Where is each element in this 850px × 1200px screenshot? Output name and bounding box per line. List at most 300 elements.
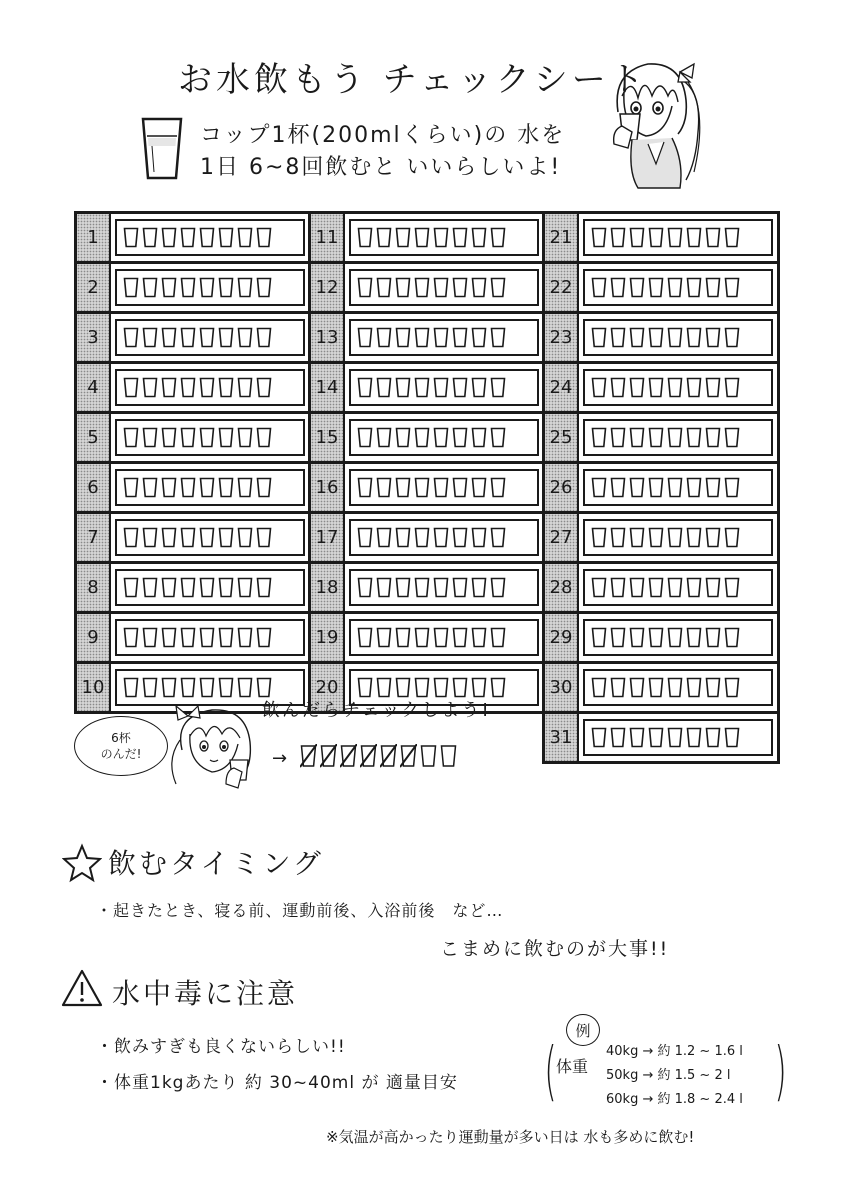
cup-checkbox[interactable] [591, 227, 607, 248]
day-number: 14 [311, 364, 345, 411]
cup-checkbox[interactable] [471, 377, 487, 398]
cup-checkbox[interactable] [123, 477, 139, 498]
cup-checkbox[interactable] [705, 277, 721, 298]
cup-checkbox[interactable] [376, 477, 392, 498]
cup-checkbox[interactable] [433, 427, 449, 448]
cup-checkbox[interactable] [629, 427, 645, 448]
cup-checkbox[interactable] [395, 227, 411, 248]
cup-checkbox[interactable] [705, 677, 721, 698]
day-row [77, 511, 309, 561]
cup-checkbox[interactable] [376, 227, 392, 248]
cup-checkbox[interactable] [724, 327, 740, 348]
cup-checkbox[interactable] [357, 327, 373, 348]
cup-row [115, 519, 305, 556]
cup-checkbox[interactable] [724, 727, 740, 748]
day-number: 4 [77, 364, 111, 411]
cup-checkbox[interactable] [142, 327, 158, 348]
cup-checkbox[interactable] [142, 477, 158, 498]
cup-checkbox[interactable] [667, 627, 683, 648]
cup-checkbox[interactable] [610, 627, 626, 648]
cup-checkbox[interactable] [376, 377, 392, 398]
cup-checkbox[interactable] [357, 427, 373, 448]
cup-checkbox[interactable] [610, 577, 626, 598]
cup-checkbox[interactable] [256, 627, 272, 648]
cup-checkbox[interactable] [237, 577, 253, 598]
day-number: 20 [311, 664, 345, 711]
cup-checkbox[interactable] [629, 677, 645, 698]
cup-checkbox[interactable] [490, 677, 506, 698]
cup-checkbox[interactable] [161, 427, 177, 448]
cup-checkbox[interactable] [142, 577, 158, 598]
cup-checkbox[interactable] [591, 577, 607, 598]
day-row [545, 711, 777, 761]
cup-checkbox[interactable] [414, 627, 430, 648]
day-number: 12 [311, 264, 345, 311]
cup-checkbox[interactable] [395, 627, 411, 648]
cup-checkbox[interactable] [724, 377, 740, 398]
cup-checkbox[interactable] [667, 477, 683, 498]
cup-checkbox[interactable] [452, 477, 468, 498]
cup-checkbox[interactable] [610, 527, 626, 548]
day-row [545, 661, 777, 711]
cup-checkbox[interactable] [395, 277, 411, 298]
day-number: 30 [545, 664, 579, 711]
checked-cup-icon [320, 744, 337, 768]
cup-checkbox[interactable] [452, 577, 468, 598]
example-row: 60kg → 約 1.8 ~ 2.4 l [606, 1092, 743, 1107]
cup-checkbox[interactable] [686, 627, 702, 648]
cup-checkbox[interactable] [199, 577, 215, 598]
cup-checkbox[interactable] [629, 327, 645, 348]
cup-checkbox[interactable] [648, 377, 664, 398]
cup-checkbox[interactable] [591, 677, 607, 698]
cup-checkbox[interactable] [256, 277, 272, 298]
footnote: ※気温が高かったり運動量が多い日は 水も多めに飲む! [326, 1128, 695, 1146]
cup-checkbox[interactable] [123, 327, 139, 348]
cup-checkbox[interactable] [490, 277, 506, 298]
cup-checkbox[interactable] [123, 227, 139, 248]
cup-checkbox[interactable] [357, 377, 373, 398]
cup-checkbox[interactable] [610, 277, 626, 298]
cup-checkbox[interactable] [452, 677, 468, 698]
cup-checkbox[interactable] [256, 527, 272, 548]
cup-checkbox[interactable] [376, 677, 392, 698]
cup-checkbox[interactable] [686, 577, 702, 598]
cup-checkbox[interactable] [357, 277, 373, 298]
cup-row [349, 219, 539, 256]
cup-checkbox[interactable] [724, 277, 740, 298]
cup-checkbox[interactable] [667, 327, 683, 348]
cup-checkbox[interactable] [667, 277, 683, 298]
day-row [311, 611, 543, 661]
cup-checkbox[interactable] [256, 427, 272, 448]
page-title: お水飲もう チェックシート [178, 60, 648, 100]
day-number: 18 [311, 564, 345, 611]
timing-title: 飲むタイミング [108, 847, 324, 880]
cup-checkbox[interactable] [648, 677, 664, 698]
cup-checkbox[interactable] [218, 427, 234, 448]
cup-checkbox[interactable] [629, 727, 645, 748]
cup-checkbox[interactable] [667, 677, 683, 698]
cup-checkbox[interactable] [452, 627, 468, 648]
cup-checkbox[interactable] [376, 627, 392, 648]
cup-checkbox[interactable] [357, 627, 373, 648]
cup-checkbox[interactable] [452, 227, 468, 248]
cup-checkbox[interactable] [395, 327, 411, 348]
cup-checkbox[interactable] [648, 527, 664, 548]
warning-bullet-2: ・体重1kgあたり 約 30~40ml が 適量目安 [96, 1073, 458, 1093]
cup-checkbox[interactable] [142, 677, 158, 698]
checked-cup-icon [400, 744, 417, 768]
cup-checkbox[interactable] [724, 527, 740, 548]
cup-row [349, 619, 539, 656]
cup-checkbox[interactable] [610, 477, 626, 498]
cup-checkbox[interactable] [686, 727, 702, 748]
cup-checkbox[interactable] [218, 477, 234, 498]
cup-checkbox[interactable] [161, 377, 177, 398]
cup-checkbox[interactable] [705, 527, 721, 548]
cup-checkbox[interactable] [256, 377, 272, 398]
cup-checkbox[interactable] [161, 627, 177, 648]
cup-checkbox[interactable] [629, 627, 645, 648]
cup-checkbox[interactable] [180, 577, 196, 598]
cup-checkbox[interactable] [452, 427, 468, 448]
cup-checkbox[interactable] [123, 677, 139, 698]
cup-checkbox[interactable] [218, 577, 234, 598]
cup-checkbox[interactable] [218, 377, 234, 398]
cup-checkbox[interactable] [724, 627, 740, 648]
cup-checkbox[interactable] [142, 277, 158, 298]
cup-checkbox[interactable] [395, 427, 411, 448]
cup-checkbox[interactable] [357, 577, 373, 598]
cup-checkbox[interactable] [471, 227, 487, 248]
cup-checkbox[interactable] [629, 377, 645, 398]
cup-checkbox[interactable] [724, 227, 740, 248]
cup-checkbox[interactable] [667, 727, 683, 748]
cup-checkbox[interactable] [686, 277, 702, 298]
cup-checkbox[interactable] [452, 277, 468, 298]
girl-drinking-illustration [598, 52, 708, 192]
cup-checkbox[interactable] [142, 377, 158, 398]
cup-checkbox[interactable] [591, 527, 607, 548]
cup-checkbox[interactable] [199, 227, 215, 248]
day-row [311, 214, 543, 261]
cup-checkbox[interactable] [237, 427, 253, 448]
cup-row [349, 469, 539, 506]
cup-checkbox[interactable] [123, 527, 139, 548]
cup-checkbox[interactable] [142, 227, 158, 248]
cup-checkbox[interactable] [161, 477, 177, 498]
cup-checkbox[interactable] [414, 527, 430, 548]
cup-checkbox[interactable] [218, 627, 234, 648]
cup-checkbox[interactable] [667, 577, 683, 598]
cup-checkbox[interactable] [161, 227, 177, 248]
cup-checkbox[interactable] [161, 527, 177, 548]
cup-checkbox[interactable] [180, 277, 196, 298]
day-row [545, 611, 777, 661]
cup-checkbox[interactable] [686, 427, 702, 448]
cup-checkbox[interactable] [180, 377, 196, 398]
cup-checkbox[interactable] [256, 477, 272, 498]
cup-checkbox[interactable] [629, 277, 645, 298]
cup-checkbox[interactable] [161, 677, 177, 698]
cup-checkbox[interactable] [471, 477, 487, 498]
cup-checkbox[interactable] [161, 327, 177, 348]
cup-checkbox[interactable] [648, 577, 664, 598]
checked-cup-icon [340, 744, 357, 768]
cup-checkbox[interactable] [648, 277, 664, 298]
cup-checkbox[interactable] [433, 327, 449, 348]
cup-checkbox[interactable] [376, 327, 392, 348]
cup-row [583, 719, 773, 756]
cup-checkbox[interactable] [123, 627, 139, 648]
cup-row [349, 419, 539, 456]
cup-checkbox[interactable] [395, 477, 411, 498]
day-row [545, 561, 777, 611]
cup-checkbox[interactable] [199, 277, 215, 298]
cup-checkbox[interactable] [452, 327, 468, 348]
cup-checkbox[interactable] [705, 427, 721, 448]
cup-checkbox[interactable] [705, 327, 721, 348]
cup-checkbox[interactable] [123, 577, 139, 598]
cup-checkbox[interactable] [256, 577, 272, 598]
cup-checkbox[interactable] [414, 427, 430, 448]
cup-checkbox[interactable] [123, 377, 139, 398]
cup-checkbox[interactable] [433, 577, 449, 598]
cup-checkbox[interactable] [142, 427, 158, 448]
cup-row [583, 319, 773, 356]
cup-checkbox[interactable] [395, 577, 411, 598]
cup-checkbox[interactable] [591, 477, 607, 498]
day-row [77, 561, 309, 611]
cup-checkbox[interactable] [667, 427, 683, 448]
checked-cup-icon [360, 744, 377, 768]
cup-checkbox[interactable] [648, 627, 664, 648]
cup-checkbox[interactable] [629, 577, 645, 598]
cup-checkbox[interactable] [433, 277, 449, 298]
cup-checkbox[interactable] [180, 427, 196, 448]
cup-checkbox[interactable] [180, 227, 196, 248]
cup-checkbox[interactable] [199, 377, 215, 398]
cup-checkbox[interactable] [610, 227, 626, 248]
cup-checkbox[interactable] [180, 527, 196, 548]
cup-checkbox[interactable] [705, 477, 721, 498]
cup-checkbox[interactable] [686, 377, 702, 398]
cup-checkbox[interactable] [629, 477, 645, 498]
cup-checkbox[interactable] [686, 477, 702, 498]
cup-checkbox[interactable] [199, 527, 215, 548]
cup-checkbox[interactable] [490, 227, 506, 248]
cup-checkbox[interactable] [591, 627, 607, 648]
cup-checkbox[interactable] [667, 527, 683, 548]
cup-checkbox[interactable] [237, 227, 253, 248]
cup-checkbox[interactable] [610, 677, 626, 698]
cup-checkbox[interactable] [705, 577, 721, 598]
cup-checkbox[interactable] [376, 577, 392, 598]
subtitle-line-2: 1日 6~8回飲むと いいらしいよ! [200, 155, 562, 180]
cup-checkbox[interactable] [237, 277, 253, 298]
cup-checkbox[interactable] [357, 527, 373, 548]
cup-checkbox[interactable] [395, 377, 411, 398]
cup-checkbox[interactable] [705, 627, 721, 648]
cup-checkbox[interactable] [414, 477, 430, 498]
cup-checkbox[interactable] [471, 327, 487, 348]
cup-checkbox[interactable] [705, 227, 721, 248]
cup-checkbox[interactable] [490, 527, 506, 548]
cup-checkbox[interactable] [199, 627, 215, 648]
cup-checkbox[interactable] [433, 677, 449, 698]
cup-checkbox[interactable] [218, 527, 234, 548]
cup-checkbox[interactable] [180, 477, 196, 498]
day-row [311, 261, 543, 311]
cup-checkbox[interactable] [629, 227, 645, 248]
cup-row [115, 469, 305, 506]
cup-checkbox[interactable] [591, 277, 607, 298]
empty-cup-icon [440, 744, 457, 768]
day-number: 16 [311, 464, 345, 511]
cup-checkbox[interactable] [471, 577, 487, 598]
cup-checkbox[interactable] [591, 727, 607, 748]
tracker-column [308, 211, 546, 714]
cup-checkbox[interactable] [433, 227, 449, 248]
cup-row [583, 269, 773, 306]
day-row [311, 411, 543, 461]
cup-checkbox[interactable] [490, 477, 506, 498]
cup-checkbox[interactable] [237, 327, 253, 348]
timing-emphasis: こまめに飲むのが大事!! [440, 938, 670, 960]
cup-checkbox[interactable] [648, 227, 664, 248]
cup-checkbox[interactable] [610, 727, 626, 748]
cup-checkbox[interactable] [256, 327, 272, 348]
cup-checkbox[interactable] [724, 677, 740, 698]
cup-checkbox[interactable] [161, 277, 177, 298]
cup-checkbox[interactable] [357, 227, 373, 248]
cup-checkbox[interactable] [686, 527, 702, 548]
cup-checkbox[interactable] [161, 577, 177, 598]
day-number: 28 [545, 564, 579, 611]
cup-checkbox[interactable] [357, 677, 373, 698]
cup-checkbox[interactable] [237, 677, 253, 698]
cup-checkbox[interactable] [471, 627, 487, 648]
cup-row [583, 519, 773, 556]
cup-checkbox[interactable] [395, 527, 411, 548]
example-row: 40kg → 約 1.2 ~ 1.6 l [606, 1044, 743, 1059]
cup-checkbox[interactable] [610, 327, 626, 348]
cup-checkbox[interactable] [180, 627, 196, 648]
cup-checkbox[interactable] [705, 727, 721, 748]
arrow-icon: → [272, 748, 288, 769]
cup-checkbox[interactable] [471, 677, 487, 698]
cup-checkbox[interactable] [414, 327, 430, 348]
cup-checkbox[interactable] [471, 527, 487, 548]
cup-checkbox[interactable] [376, 277, 392, 298]
cup-checkbox[interactable] [433, 627, 449, 648]
cup-checkbox[interactable] [357, 477, 373, 498]
cup-checkbox[interactable] [705, 377, 721, 398]
cup-checkbox[interactable] [490, 627, 506, 648]
day-number: 17 [311, 514, 345, 561]
cup-checkbox[interactable] [414, 277, 430, 298]
cup-checkbox[interactable] [414, 577, 430, 598]
cup-checkbox[interactable] [724, 427, 740, 448]
cup-checkbox[interactable] [433, 477, 449, 498]
cup-checkbox[interactable] [376, 527, 392, 548]
cup-checkbox[interactable] [218, 227, 234, 248]
cup-checkbox[interactable] [610, 377, 626, 398]
cup-checkbox[interactable] [414, 677, 430, 698]
cup-checkbox[interactable] [180, 327, 196, 348]
cup-checkbox[interactable] [686, 227, 702, 248]
cup-checkbox[interactable] [490, 377, 506, 398]
cup-checkbox[interactable] [199, 427, 215, 448]
cup-checkbox[interactable] [686, 327, 702, 348]
cup-checkbox[interactable] [376, 427, 392, 448]
cup-checkbox[interactable] [199, 677, 215, 698]
day-number: 11 [311, 214, 345, 261]
cup-checkbox[interactable] [218, 277, 234, 298]
cup-checkbox[interactable] [433, 377, 449, 398]
cup-checkbox[interactable] [395, 677, 411, 698]
cup-checkbox[interactable] [490, 577, 506, 598]
cup-checkbox[interactable] [452, 377, 468, 398]
cup-checkbox[interactable] [724, 477, 740, 498]
cup-checkbox[interactable] [686, 677, 702, 698]
cup-checkbox[interactable] [648, 477, 664, 498]
cup-checkbox[interactable] [490, 327, 506, 348]
warning-bullet-1: ・飲みすぎも良くないらしい!! [96, 1037, 346, 1057]
cup-checkbox[interactable] [199, 327, 215, 348]
cup-checkbox[interactable] [471, 427, 487, 448]
cup-checkbox[interactable] [142, 527, 158, 548]
cup-checkbox[interactable] [142, 627, 158, 648]
cup-checkbox[interactable] [180, 677, 196, 698]
cup-checkbox[interactable] [123, 427, 139, 448]
cup-checkbox[interactable] [237, 527, 253, 548]
cup-checkbox[interactable] [256, 677, 272, 698]
day-number: 9 [77, 614, 111, 661]
cup-checkbox[interactable] [648, 327, 664, 348]
bubble-line-1: 6杯 [111, 731, 131, 745]
cup-checkbox[interactable] [218, 677, 234, 698]
cup-checkbox[interactable] [591, 427, 607, 448]
cup-checkbox[interactable] [490, 427, 506, 448]
cup-checkbox[interactable] [433, 527, 449, 548]
cup-checkbox[interactable] [471, 277, 487, 298]
cup-row [115, 319, 305, 356]
cup-checkbox[interactable] [237, 377, 253, 398]
cup-checkbox[interactable] [591, 377, 607, 398]
cup-checkbox[interactable] [667, 377, 683, 398]
cup-checkbox[interactable] [648, 427, 664, 448]
cup-checkbox[interactable] [452, 527, 468, 548]
cup-checkbox[interactable] [414, 227, 430, 248]
example-label: 飲んだらチェックしよう! [262, 700, 491, 721]
cup-checkbox[interactable] [610, 427, 626, 448]
cup-checkbox[interactable] [591, 327, 607, 348]
cup-checkbox[interactable] [237, 627, 253, 648]
cup-checkbox[interactable] [648, 727, 664, 748]
cup-checkbox[interactable] [724, 577, 740, 598]
cup-checkbox[interactable] [414, 377, 430, 398]
cup-checkbox[interactable] [667, 227, 683, 248]
cup-checkbox[interactable] [218, 327, 234, 348]
day-row [77, 261, 309, 311]
cup-checkbox[interactable] [256, 227, 272, 248]
cup-checkbox[interactable] [237, 477, 253, 498]
cup-checkbox[interactable] [629, 527, 645, 548]
cup-checkbox[interactable] [123, 277, 139, 298]
cup-checkbox[interactable] [199, 477, 215, 498]
